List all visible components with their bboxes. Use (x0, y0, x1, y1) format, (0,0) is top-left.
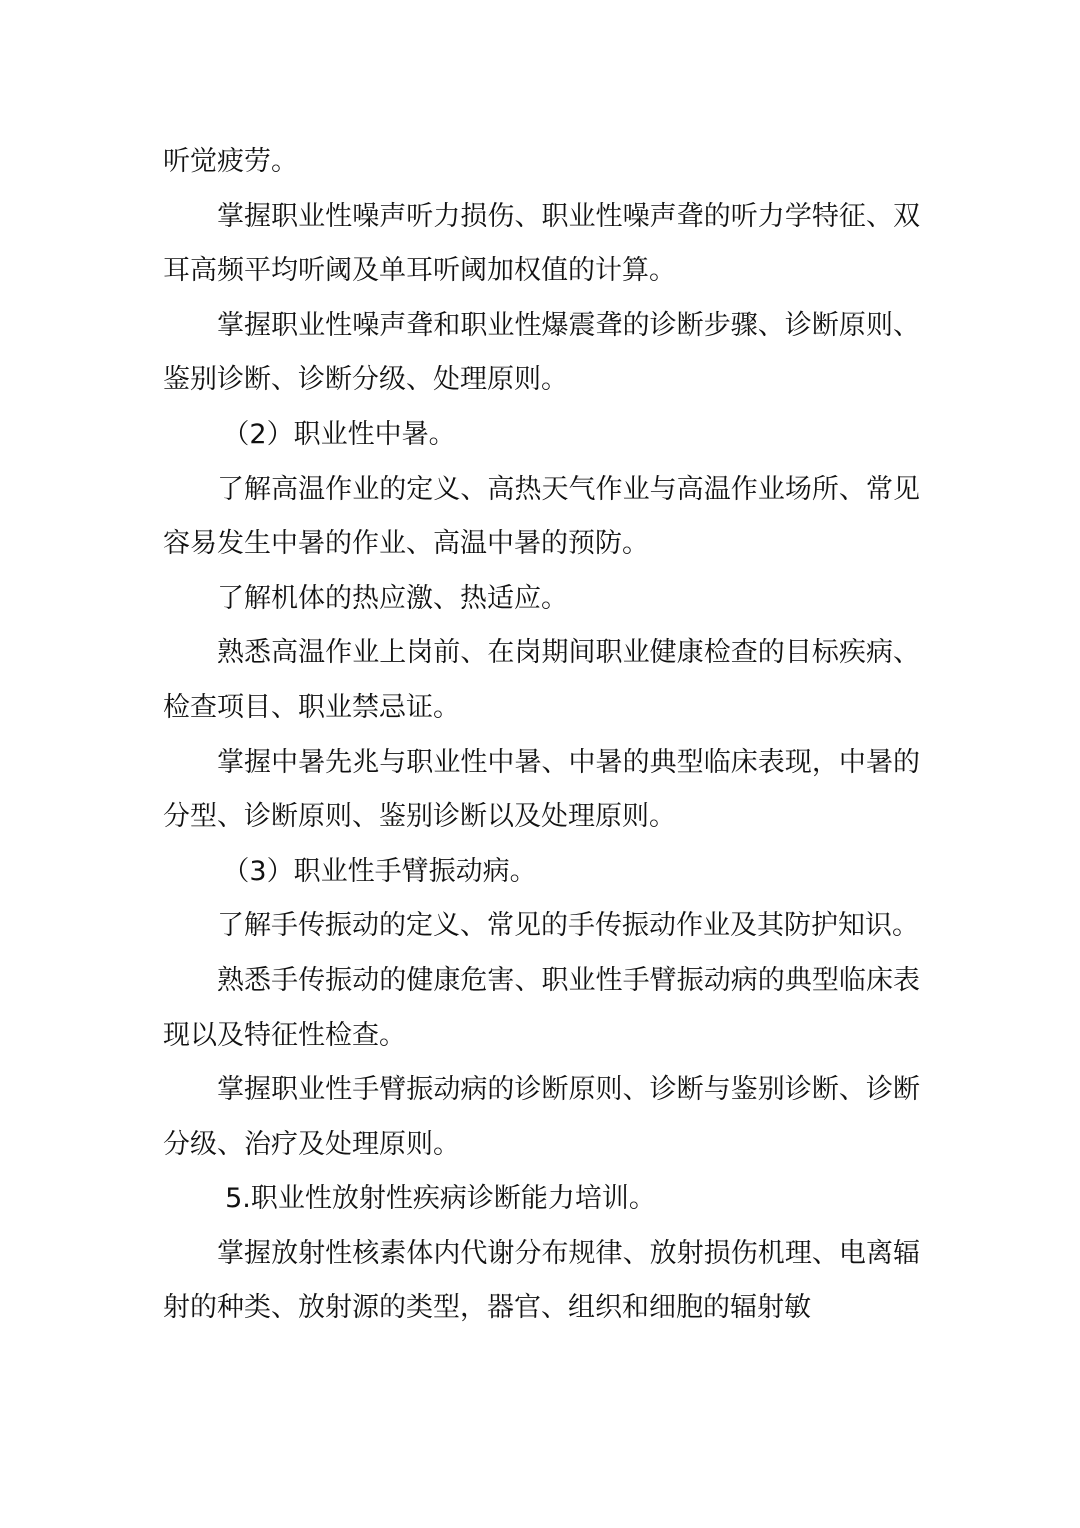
subheading-hand-arm-vibration: （3）职业性手臂振动病。 (222, 855, 537, 887)
paragraph-noise-deafness-diagnosis: 掌握职业性噪声聋和职业性爆震聋的诊断步骤、诊断原则、鉴别诊断、诊断分级、处理原则。 (163, 309, 920, 396)
paragraph-health-examination: 熟悉高温作业上岗前、在岗期间职业健康检查的目标疾病、检查项目、职业禁忌证。 (163, 637, 920, 723)
document-body (163, 135, 920, 1336)
subheading-heat-stroke: （2）职业性中暑。 (222, 418, 456, 450)
section-heading-radiation-disease: 5.职业性放射性疾病诊断能力培训。 (225, 1183, 656, 1215)
paragraph-continuation: 听觉疲劳。 (163, 146, 298, 177)
paragraph-vibration-definition: 了解手传振动的定义、常见的手传振动作业及其防护知识。 (217, 910, 919, 942)
paragraph-vibration-diagnosis: 掌握职业性手臂振动病的诊断原则、诊断与鉴别诊断、诊断分级、治疗及处理原则。 (163, 1074, 920, 1160)
paragraph-radiation-metabolism: 掌握放射性核素体内代谢分布规律、放射损伤机理、电离辐射的种类、放射源的类型，器官、组织和细胞的辐射敏 (163, 1237, 920, 1324)
paragraph-vibration-health-hazard: 熟悉手传振动的健康危害、职业性手臂振动病的典型临床表现以及特征性检查。 (163, 964, 920, 1051)
paragraph-high-temperature-work: 了解高温作业的定义、高热天气作业与高温作业场所、常见容易发生中暑的作业、高温中暑的预防。 (163, 473, 920, 560)
paragraph-noise-hearing-loss: 掌握职业性噪声听力损伤、职业性噪声聋的听力学特征、双耳高频平均听阈及单耳听阈加权值的计算。 (163, 200, 920, 287)
paragraph-heat-stress: 了解机体的热应激、热适应。 (217, 582, 568, 614)
paragraph-heat-stroke-diagnosis: 掌握中暑先兆与职业性中暑、中暑的典型临床表现，中暑的分型、诊断原则、鉴别诊断以及处理原则。 (163, 746, 920, 833)
